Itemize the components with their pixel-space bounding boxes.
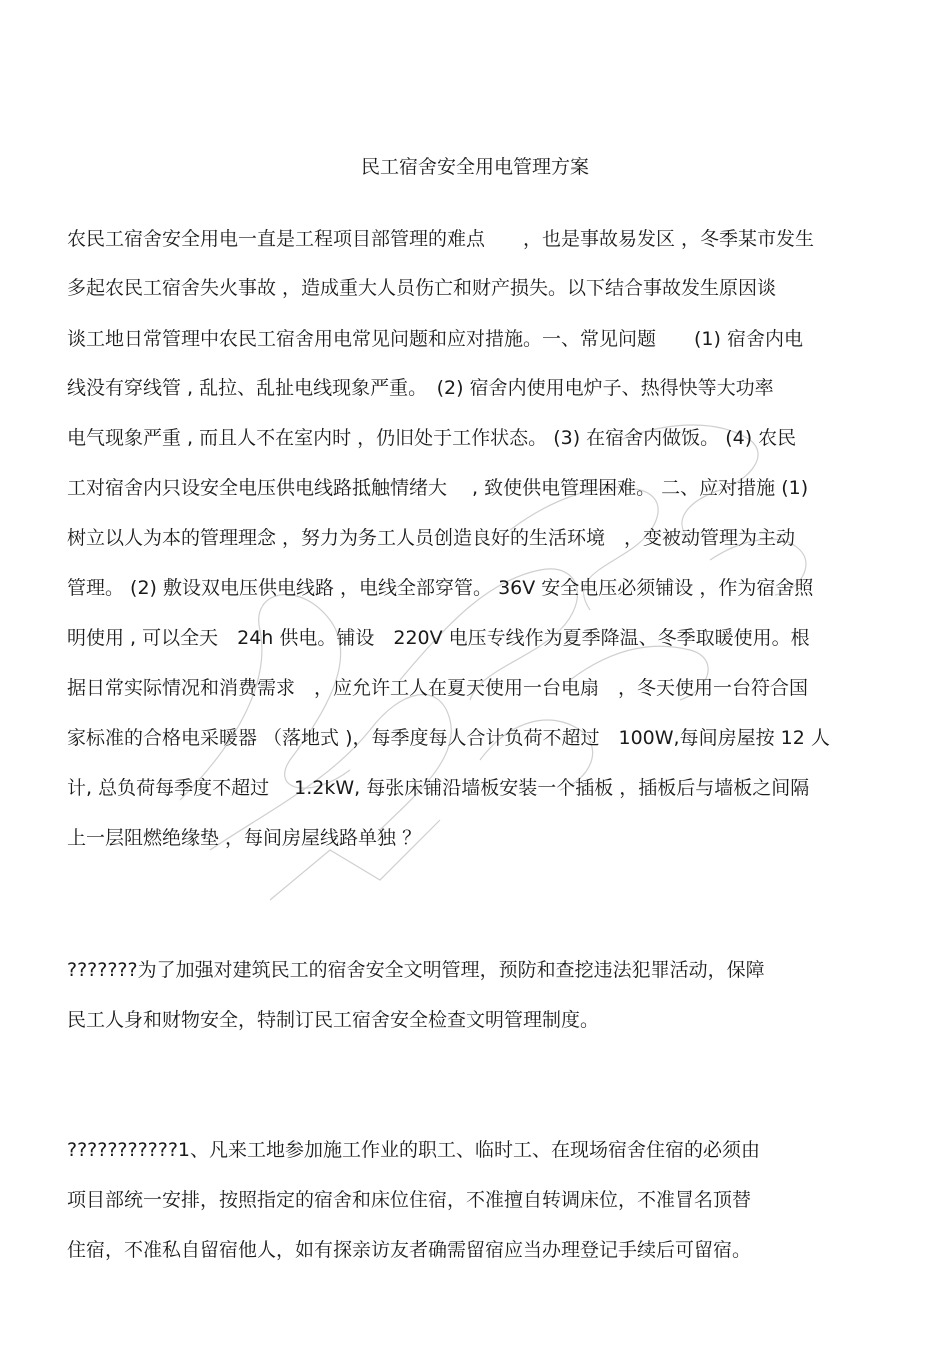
paragraph1-line-12: 计, 总负荷每季度不超过 1.2kW, 每张床铺沿墙板安装一个插板 ，插板后与墙板之间隔 <box>67 777 810 799</box>
paragraph1-line-5: 电气现象严重 , 而且人不在室内时 ，仍旧处于工作状态。 (3) 在宿舍内做饭。 (4) 农民 <box>67 427 797 449</box>
paragraph1-line-1: 农民工宿舍安全用电一直是工程项目部管理的难点 ，也是事故易发区 ，冬季某市发生 <box>67 228 815 250</box>
watermark-graphic <box>150 380 830 940</box>
document-title: 民工宿舍安全用电管理方案 <box>360 156 589 178</box>
paragraph1-line-10: 据日常实际情况和消费需求 ，应允许工人在夏天使用一台电扇 ，冬天使用一台符合国 <box>67 677 809 699</box>
paragraph1-line-3: 谈工地日常管理中农民工宿舍用电常见问题和应对措施。一、常见问题 (1) 宿舍内电 <box>67 328 803 350</box>
paragraph1-line-2: 多起农民工宿舍失火事故 ，造成重大人员伤亡和财产损失。以下结合事故发生原因谈 <box>67 277 777 299</box>
paragraph3-line-3: 住宿，不准私自留宿他人，如有探亲访友者确需留宿应当办理登记手续后可留宿。 <box>67 1239 752 1261</box>
paragraph1-line-7: 树立以人为本的管理理念 ，努力为务工人员创造良好的生活环境 ，变被动管理为主动 <box>67 527 796 549</box>
paragraph3-line-1: ???????????1、凡来工地参加施工作业的职工、临时工、在现场宿舍住宿的必须由 <box>67 1139 761 1161</box>
paragraph1-line-9: 明使用 , 可以全天 24h 供电。铺设 220V 电压专线作为夏季降温、冬季取暖使用。根 <box>67 627 810 649</box>
paragraph2-line-2: 民工人身和财物安全，特制订民工宿舍安全检查文明管理制度。 <box>67 1009 600 1031</box>
paragraph1-line-4: 线没有穿线管 , 乱拉、乱扯电线现象严重。 (2) 宿舍内使用电炉子、热得快等大功率 <box>67 377 774 399</box>
paragraph1-line-11: 家标准的合格电采暖器 （落地式 )，每季度每人合计负荷不超过 100W,每间房屋按 12 人 <box>67 727 830 749</box>
paragraph2-line-1: ???????为了加强对建筑民工的宿舍安全文明管理，预防和查挖违法犯罪活动，保障 <box>67 959 765 981</box>
paragraph3-line-2: 项目部统一安排，按照指定的宿舍和床位住宿，不准擅自转调床位，不准冒名顶替 <box>67 1189 752 1211</box>
paragraph1-line-6: 工对宿舍内只设安全电压供电线路抵触情绪大 , 致使供电管理困难。 二、应对措施 (1) <box>67 477 809 499</box>
paragraph1-line-13: 上一层阻燃绝缘垫 ，每间房屋线路单独 ？ <box>67 827 422 849</box>
paragraph1-line-8: 管理。 (2) 敷设双电压供电线路 ，电线全部穿管。 36V 安全电压必须铺设 ，作为宿舍照 <box>67 577 814 599</box>
